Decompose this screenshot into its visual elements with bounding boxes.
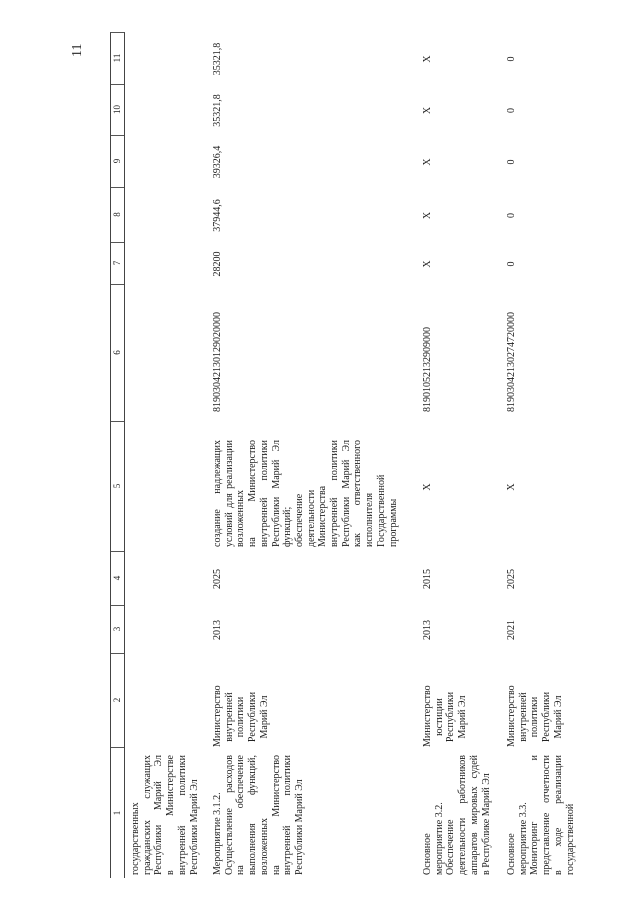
measure-3-1-2-col-4: 2025 bbox=[212, 569, 223, 589]
cell-text-line: Республики Марий Эл bbox=[270, 440, 282, 547]
cell-text-line: в Министерстве bbox=[165, 755, 177, 875]
measure-3-1-2-col-6: 81903042130129020000 bbox=[212, 312, 223, 412]
main-measure-3-2-col-2 bbox=[422, 687, 469, 747]
cell-text-line: мероприятие 3.3. bbox=[517, 802, 529, 875]
main-measure-3-3-col-9: 0 bbox=[506, 159, 517, 165]
cell-text-line: программы bbox=[387, 498, 399, 547]
cell-text-line: политики bbox=[529, 696, 541, 738]
main-measure-3-3-col-3: 2021 bbox=[506, 620, 517, 640]
cell-text-line: Республики Марий Эл bbox=[153, 755, 165, 875]
table-header-row bbox=[110, 32, 125, 878]
cell-text-line: внутренней политики bbox=[329, 440, 341, 547]
cell-text-line: на обеспечение bbox=[235, 755, 247, 875]
main-measure-3-3-col-1 bbox=[506, 755, 576, 875]
cell-text-line: Республики Марий Эл bbox=[293, 779, 305, 875]
main-measure-3-2-col-7: X bbox=[422, 260, 433, 268]
measure-3-1-2-col-10: 35321,8 bbox=[212, 94, 223, 127]
column-header-8: 8 bbox=[111, 187, 124, 243]
cell-text-line: возложенных bbox=[258, 818, 270, 875]
cell-text-line: Республики bbox=[247, 691, 259, 743]
cell-text-line: деятельности работников bbox=[457, 755, 469, 875]
cell-text-line: мероприятие 3.2. bbox=[433, 802, 445, 875]
cell-text-line: Мониторинг и bbox=[529, 755, 541, 875]
cell-text-line: Министерство bbox=[212, 685, 223, 747]
measure-3-1-2-col-7: 28200 bbox=[212, 251, 223, 277]
cell-text-line: внутренней политики bbox=[282, 755, 294, 875]
cell-text-line: Марий Эл bbox=[258, 695, 270, 739]
cell-text-line: Осуществление расходов bbox=[223, 755, 235, 875]
measure-3-1-2-col-3: 2013 bbox=[212, 620, 223, 640]
main-measure-3-2-col-8: X bbox=[422, 211, 433, 220]
cell-text-line: функций; bbox=[282, 506, 294, 547]
cell-text-line: Министерство bbox=[422, 685, 433, 747]
page-number: 11 bbox=[70, 43, 85, 57]
main-measure-3-3-col-5: X bbox=[506, 483, 517, 491]
cell-text-line: Республики bbox=[445, 691, 457, 743]
cell-text-line: Государственной bbox=[375, 474, 387, 547]
main-measure-3-3-col-11: 0 bbox=[506, 56, 517, 62]
cell-text-line: Республики Марий Эл bbox=[340, 440, 352, 547]
cell-text-line: на Министерство bbox=[247, 440, 259, 547]
main-measure-3-2-col-10: X bbox=[422, 106, 433, 115]
cell-text-line: политики bbox=[235, 696, 247, 738]
column-header-2: 2 bbox=[111, 653, 124, 748]
main-measure-3-2-col-5: X bbox=[422, 483, 433, 491]
main-measure-3-3-col-10: 0 bbox=[506, 108, 517, 113]
measure-3-1-2-col-8: 37944,6 bbox=[212, 199, 223, 232]
cell-text-line: создание надлежащих bbox=[212, 440, 223, 547]
cell-text-line: Основное bbox=[422, 833, 433, 875]
cell-text-line: исполнителя bbox=[364, 492, 376, 547]
cell-text-line: возложенных bbox=[235, 490, 247, 547]
cell-text-line: аппаратов мировых судей bbox=[468, 755, 480, 875]
cell-text-line: Республики Марий Эл bbox=[188, 779, 200, 875]
column-header-1: 1 bbox=[112, 810, 122, 816]
main-measure-3-2-col-11: X bbox=[422, 55, 433, 63]
column-header-11: 11 bbox=[111, 32, 124, 85]
main-measure-3-3-col-8: 0 bbox=[506, 213, 517, 218]
cell-text-line: государственной bbox=[564, 803, 576, 875]
cell-text-line: внутренней политики bbox=[176, 755, 188, 875]
cell-text-line: Мероприятие 3.1.2. bbox=[212, 792, 223, 875]
cell-text-line: Основное bbox=[506, 833, 517, 875]
column-header-7: 7 bbox=[111, 242, 124, 285]
cell-text-line: Республики bbox=[541, 691, 553, 743]
cell-text-line: Обеспечение bbox=[445, 819, 457, 875]
cell-text-line: как ответственного bbox=[352, 440, 364, 547]
cell-text-line: внутренней bbox=[223, 692, 235, 742]
cell-text-line: обеспечение bbox=[293, 493, 305, 547]
column-header-5: 5 bbox=[111, 421, 124, 552]
cell-text-line: выполнения функций, bbox=[247, 755, 259, 875]
cell-text-line: на Министерство bbox=[270, 755, 282, 875]
cell-text-line: в ходе реализации bbox=[552, 755, 564, 875]
cell-text-line: Марий Эл bbox=[457, 695, 469, 739]
main-measure-3-3-col-7: 0 bbox=[506, 261, 517, 267]
cell-text-line: представление отчетности bbox=[541, 755, 553, 875]
cell-text-line: внутренней bbox=[517, 692, 529, 742]
continuation-row-col-1 bbox=[130, 755, 200, 875]
column-header-10: 10 bbox=[111, 84, 124, 136]
cell-text-line: внутренней политики bbox=[258, 440, 270, 547]
cell-text-line: деятельности bbox=[305, 489, 317, 547]
cell-text-line: юстиции bbox=[433, 698, 445, 736]
main-measure-3-3-col-2 bbox=[506, 687, 565, 747]
cell-text-line: Министерства bbox=[317, 485, 329, 547]
column-header-3: 3 bbox=[111, 605, 124, 654]
cell-text-line: государственных bbox=[130, 802, 141, 875]
measure-3-1-2-col-2 bbox=[212, 687, 271, 747]
main-measure-3-3-col-6: 81903042130274720000 bbox=[506, 312, 517, 412]
measure-3-1-2-col-1 bbox=[212, 755, 306, 875]
column-header-4: 4 bbox=[111, 551, 124, 606]
cell-text-line: гражданских служащих bbox=[141, 755, 153, 875]
column-header-9: 9 bbox=[111, 135, 124, 188]
main-measure-3-2-col-1 bbox=[422, 755, 492, 875]
main-measure-3-2-col-3: 2013 bbox=[422, 620, 433, 640]
cell-text-line: Марий Эл bbox=[552, 695, 564, 739]
main-measure-3-2-col-4: 2015 bbox=[422, 569, 433, 589]
main-measure-3-3-col-4: 2025 bbox=[506, 569, 517, 589]
main-measure-3-2-col-9: X bbox=[422, 158, 433, 166]
column-header-6: 6 bbox=[111, 284, 124, 422]
cell-text-line: в Республике Марий Эл bbox=[480, 773, 492, 875]
cell-text-line: Министерство bbox=[506, 685, 517, 747]
measure-3-1-2-col-11: 35321,8 bbox=[212, 42, 223, 76]
measure-3-1-2-col-9: 39326,4 bbox=[212, 145, 223, 179]
main-measure-3-2-col-6: 81901052132909000 bbox=[422, 327, 433, 412]
measure-3-1-2-col-5 bbox=[212, 440, 399, 547]
cell-text-line: условий для реализации bbox=[223, 440, 235, 547]
